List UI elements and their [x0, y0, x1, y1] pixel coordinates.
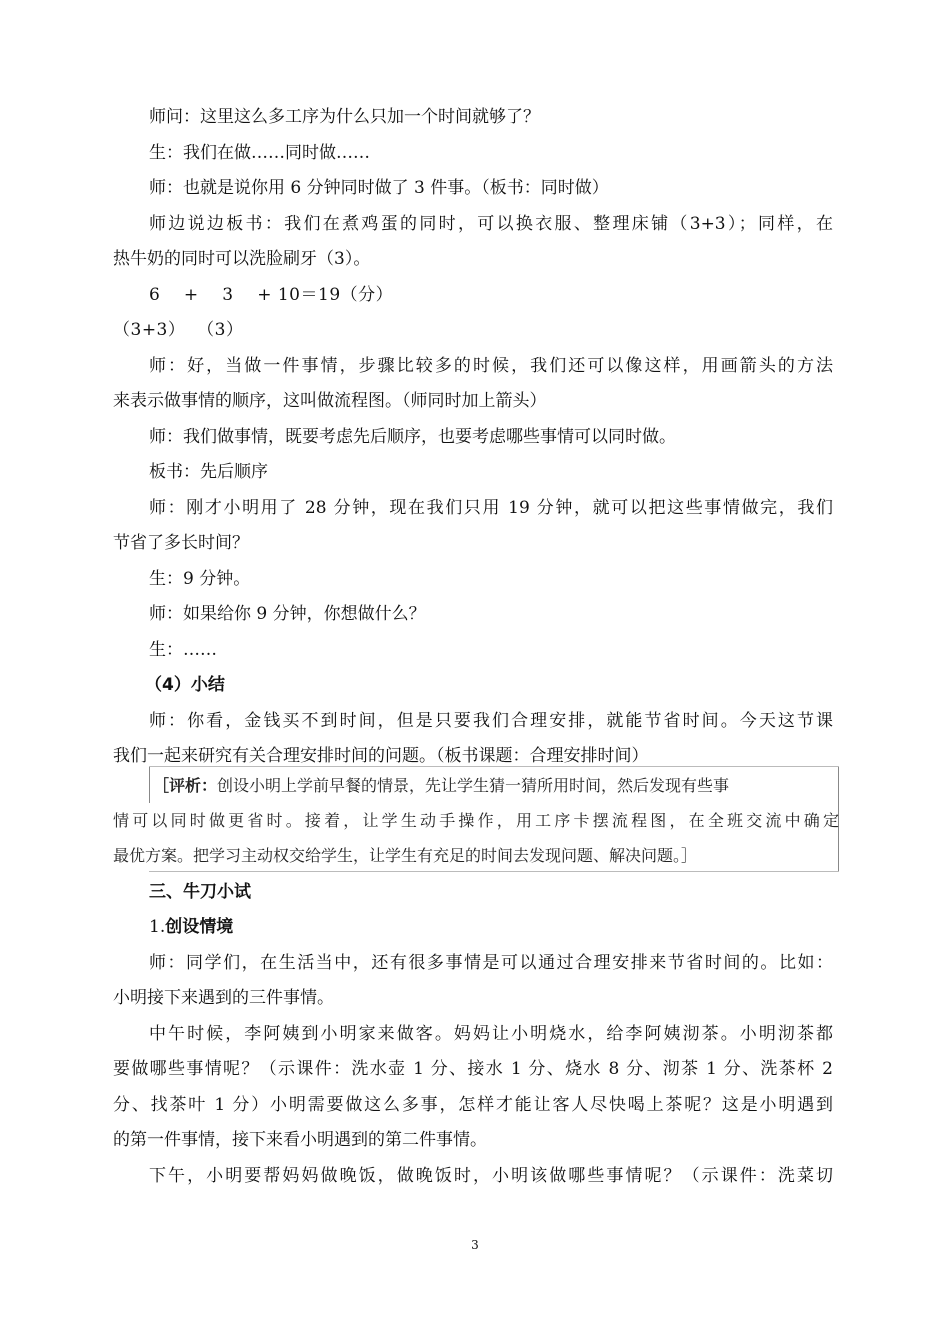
paragraph-line: 师：刚才小明用了 28 分钟，现在我们只用 19 分钟，就可以把这些事情做完，我们 — [149, 498, 833, 518]
equation-annotation: （3+3） （3） — [113, 320, 244, 340]
commentary-line-1: ［评析：创设小明上学前早餐的情景，先让学生猜一猜所用时间，然后发现有些事 — [153, 776, 730, 795]
paragraph-line: 生：9 分钟。 — [149, 569, 251, 589]
paragraph-line: 生：我们在做……同时做…… — [149, 143, 370, 163]
paragraph-line: 师：你看，金钱买不到时间，但是只要我们合理安排，就能节省时间。今天这节课 — [149, 711, 833, 731]
paragraph-line: 师：也就是说你用 6 分钟同时做了 3 件事。（板书：同时做） — [149, 178, 609, 198]
paragraph-line: 师边说边板书：我们在煮鸡蛋的同时，可以换衣服、整理床铺（3+3）；同样，在 — [149, 214, 833, 234]
paragraph-line: 的第一件事情，接下来看小明遇到的第二件事情。 — [113, 1130, 487, 1150]
paragraph-line: 板书：先后顺序 — [149, 462, 268, 482]
paragraph-line: 要做哪些事情呢？（示课件：洗水壶 1 分、接水 1 分、烧水 8 分、沏茶 1 分、洗茶杯 2 — [113, 1059, 833, 1079]
equation-line: 6 + 3 + 10＝19（分） — [149, 285, 394, 305]
paragraph-line: 生：…… — [149, 640, 217, 660]
page-number: 3 — [471, 1238, 479, 1252]
paragraph-line: 下午，小明要帮妈妈做晚饭，做晚饭时，小明该做哪些事情呢？（示课件：洗菜切 — [149, 1166, 833, 1186]
paragraph-line: 师：好，当做一件事情，步骤比较多的时候，我们还可以像这样，用画箭头的方法 — [149, 356, 833, 376]
commentary-line-2: 情可以同时做更省时。接着，让学生动手操作，用工序卡摆流程图，在全班交流中确定 — [113, 811, 839, 830]
paragraph-line: 师：如果给你 9 分钟，你想做什么？ — [149, 604, 426, 624]
paragraph-line: 来表示做事情的顺序，这叫做流程图。（师同时加上箭头） — [113, 391, 547, 411]
paragraph-line: 热牛奶的同时可以洗脸刷牙（3）。 — [113, 249, 371, 269]
paragraph-line: 我们一起来研究有关合理安排时间的问题。（板书课题：合理安排时间） — [113, 746, 649, 766]
paragraph-line: 师：同学们，在生活当中，还有很多事情是可以通过合理安排来节省时间的。比如： — [149, 953, 833, 973]
paragraph-line: 小明接下来遇到的三件事情。 — [113, 988, 334, 1008]
subsection-heading: （4）小结 — [145, 675, 225, 695]
paragraph-line: 节省了多长时间？ — [113, 533, 249, 553]
section-heading: 三、牛刀小试 — [149, 882, 251, 902]
paragraph-line: 中午时候，李阿姨到小明家来做客。妈妈让小明烧水，给李阿姨沏茶。小明沏茶都 — [149, 1024, 833, 1044]
paragraph-line: 分、找茶叶 1 分）小明需要做这么多事，怎样才能让客人尽快喝上茶呢？这是小明遇到 — [113, 1095, 833, 1115]
commentary-label: ［评析： — [153, 776, 218, 795]
paragraph-line: 师：我们做事情，既要考虑先后顺序，也要考虑哪些事情可以同时做。 — [149, 427, 676, 447]
paragraph-line: 师问：这里这么多工序为什么只加一个时间就够了？ — [149, 107, 540, 127]
subsection-heading: 1.创设情境 — [149, 917, 234, 937]
commentary-line-3: 最优方案。把学习主动权交给学生，让学生有充足的时间去发现问题、解决问题。］ — [113, 846, 698, 865]
